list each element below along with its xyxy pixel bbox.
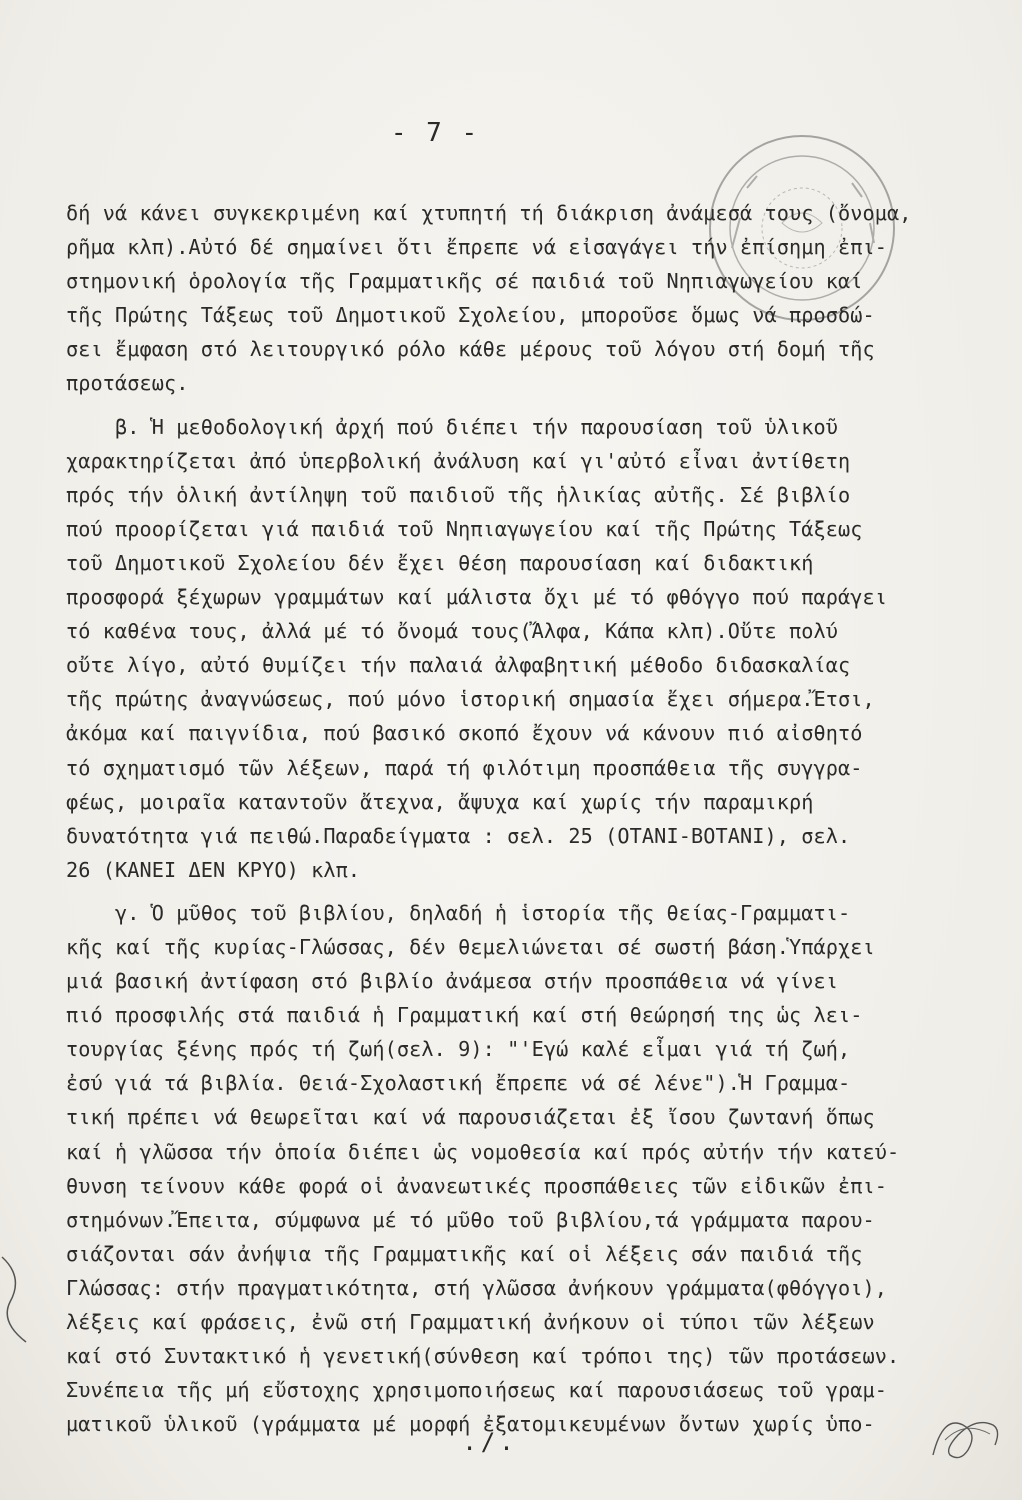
- text-line: οὔτε λίγο, αὐτό θυμίζει τήν παλαιά ἀλφαβητική μέθοδο διδασκαλίας: [66, 653, 851, 678]
- text-line: τῆς Πρώτης Τάξεως τοῦ Δημοτικοῦ Σχολείου, μποροῦσε ὅμως νά προσδώ-: [66, 303, 875, 328]
- text-line: τό καθένα τους, ἀλλά μέ τό ὄνομά τους(Ἄλφα, Κάπα κλπ).Οὔτε πολύ: [66, 619, 838, 644]
- text-line: προσφορά ξέχωρων γραμμάτων καί μάλιστα ὄχι μέ τό φθόγγο πού παράγει: [66, 585, 888, 610]
- text-line: καί στό Συντακτικό ἡ γενετική(σύνθεση καί τρόποι της) τῶν προτάσεων.: [66, 1344, 900, 1369]
- body-text: [66, 196, 986, 1441]
- text-line: σιάζονται σάν ἀνήψια τῆς Γραμματικῆς καί οἱ λέξεις σάν παιδιά τῆς: [66, 1241, 863, 1266]
- margin-mark-icon: [0, 1255, 40, 1345]
- text-line: δή νά κάνει συγκεκριμένη καί χτυπητή τή διάκριση ἀνάμεσά τους (ὄνομα,: [66, 201, 912, 225]
- text-line: ματικοῦ ὑλικοῦ (γράμματα μέ μορφή ἐξατομικευμένων ὄντων χωρίς ὑπο-: [66, 1412, 875, 1437]
- text-line: φέως, μοιραῖα καταντοῦν ἄτεχνα, ἄψυχα καί χωρίς τήν παραμικρή: [66, 789, 814, 814]
- text-line: Γλώσσας: στήν πραγματικότητα, στή γλῶσσα ἀνήκουν γράμματα(φθόγγοι),: [66, 1275, 888, 1300]
- text-line: ἐσύ γιά τά βιβλία. Θειά-Σχολαστική ἔπρεπε νά σέ λένε").Ἡ Γραμμα-: [66, 1071, 851, 1096]
- paragraph-gap: [66, 401, 986, 410]
- continuation-mark: ./.: [462, 1428, 518, 1456]
- text-line: πρός τήν ὁλική ἀντίληψη τοῦ παιδιοῦ τῆς ἡλικίας αὐτῆς. Σέ βιβλίο: [66, 482, 851, 507]
- signature-icon: [925, 1400, 1005, 1470]
- text-line: ρῆμα κλπ).Αὐτό δέ σημαίνει ὅτι ἔπρεπε νά εἰσαγάγει τήν ἐπίσημη ἐπι-: [66, 235, 888, 260]
- text-line: κῆς καί τῆς κυρίας-Γλώσσας, δέν θεμελιώνεται σέ σωστή βάση.Ὑπάρχει: [66, 934, 875, 959]
- text-line: τοῦ Δημοτικοῦ Σχολείου δέν ἔχει θέση παρουσίαση καί διδακτική: [66, 550, 814, 575]
- text-line: χαρακτηρίζεται ἀπό ὑπερβολική ἀνάλυση καί γι'αὐτό εἶναι ἀντίθετη: [66, 448, 851, 473]
- text-line: δυνατότητα γιά πειθώ.Παραδείγματα : σελ. 25 (ΟΤΑΝΙ-ΒΟΤΑΝΙ), σελ.: [66, 823, 851, 848]
- paragraph-gap: [66, 887, 986, 896]
- text-line: β. Ἡ μεθοδολογική ἀρχή πού διέπει τήν παρουσίαση τοῦ ὑλικοῦ: [66, 414, 838, 439]
- text-line: προτάσεως.: [66, 371, 189, 396]
- page-number: - 7 -: [390, 118, 480, 148]
- text-line: τό σχηματισμό τῶν λέξεων, παρά τή φιλότιμη προσπάθεια τῆς συγγρα-: [66, 755, 863, 780]
- text-line: τική πρέπει νά θεωρεῖται καί νά παρουσιάζεται ἐξ ἴσου ζωντανή ὅπως: [66, 1105, 875, 1130]
- text-line: τῆς πρώτης ἀναγνώσεως, πού μόνο ἱστορική σημασία ἔχει σήμερα.Ἔτσι,: [66, 687, 875, 712]
- text-line: Συνέπεια τῆς μή εὔστοχης χρησιμοποιήσεως καί παρουσιάσεως τοῦ γραμ-: [66, 1378, 888, 1403]
- text-line: πιό προσφιλής στά παιδιά ἡ Γραμματική καί στή θεώρησή της ὡς λει-: [66, 1003, 863, 1028]
- text-line: καί ἡ γλῶσσα τήν ὁποία διέπει ὡς νομοθεσία καί πρός αὐτήν τήν κατεύ-: [66, 1139, 900, 1164]
- text-line: στημονική ὁρολογία τῆς Γραμματικῆς σέ παιδιά τοῦ Νηπιαγωγείου καί: [66, 269, 863, 294]
- text-line: σει ἔμφαση στό λειτουργικό ρόλο κάθε μέρους τοῦ λόγου στή δομή τῆς: [66, 337, 875, 362]
- text-line: πού προορίζεται γιά παιδιά τοῦ Νηπιαγωγείου καί τῆς Πρώτης Τάξεως: [66, 516, 863, 541]
- text-line: θυνση τείνουν κάθε φορά οἱ ἀνανεωτικές προσπάθειες τῶν εἰδικῶν ἐπι-: [66, 1173, 888, 1198]
- text-line: λέξεις καί φράσεις, ἐνῶ στή Γραμματική ἀνήκουν οἱ τύποι τῶν λέξεων: [66, 1310, 875, 1334]
- text-line: στημόνων.Ἔπειτα, σύμφωνα μέ τό μῦθο τοῦ βιβλίου,τά γράμματα παρου-: [66, 1207, 875, 1232]
- text-line: τουργίας ξένης πρός τή ζωή(σελ. 9): "'Εγώ καλέ εἶμαι γιά τή ζωή,: [66, 1037, 851, 1062]
- text-line: γ. Ὁ μῦθος τοῦ βιβλίου, δηλαδή ἡ ἱστορία τῆς θείας-Γραμματι-: [66, 900, 851, 925]
- text-line: μιά βασική ἀντίφαση στό βιβλίο ἀνάμεσα στήν προσπάθεια νά γίνει: [66, 969, 838, 994]
- text-line: 26 (ΚΑΝΕΙ ΔΕΝ ΚΡΥΟ) κλπ.: [66, 857, 361, 882]
- text-line: ἀκόμα καί παιγνίδια, πού βασικό σκοπό ἔχουν νά κάνουν πιό αἰσθητό: [66, 721, 863, 746]
